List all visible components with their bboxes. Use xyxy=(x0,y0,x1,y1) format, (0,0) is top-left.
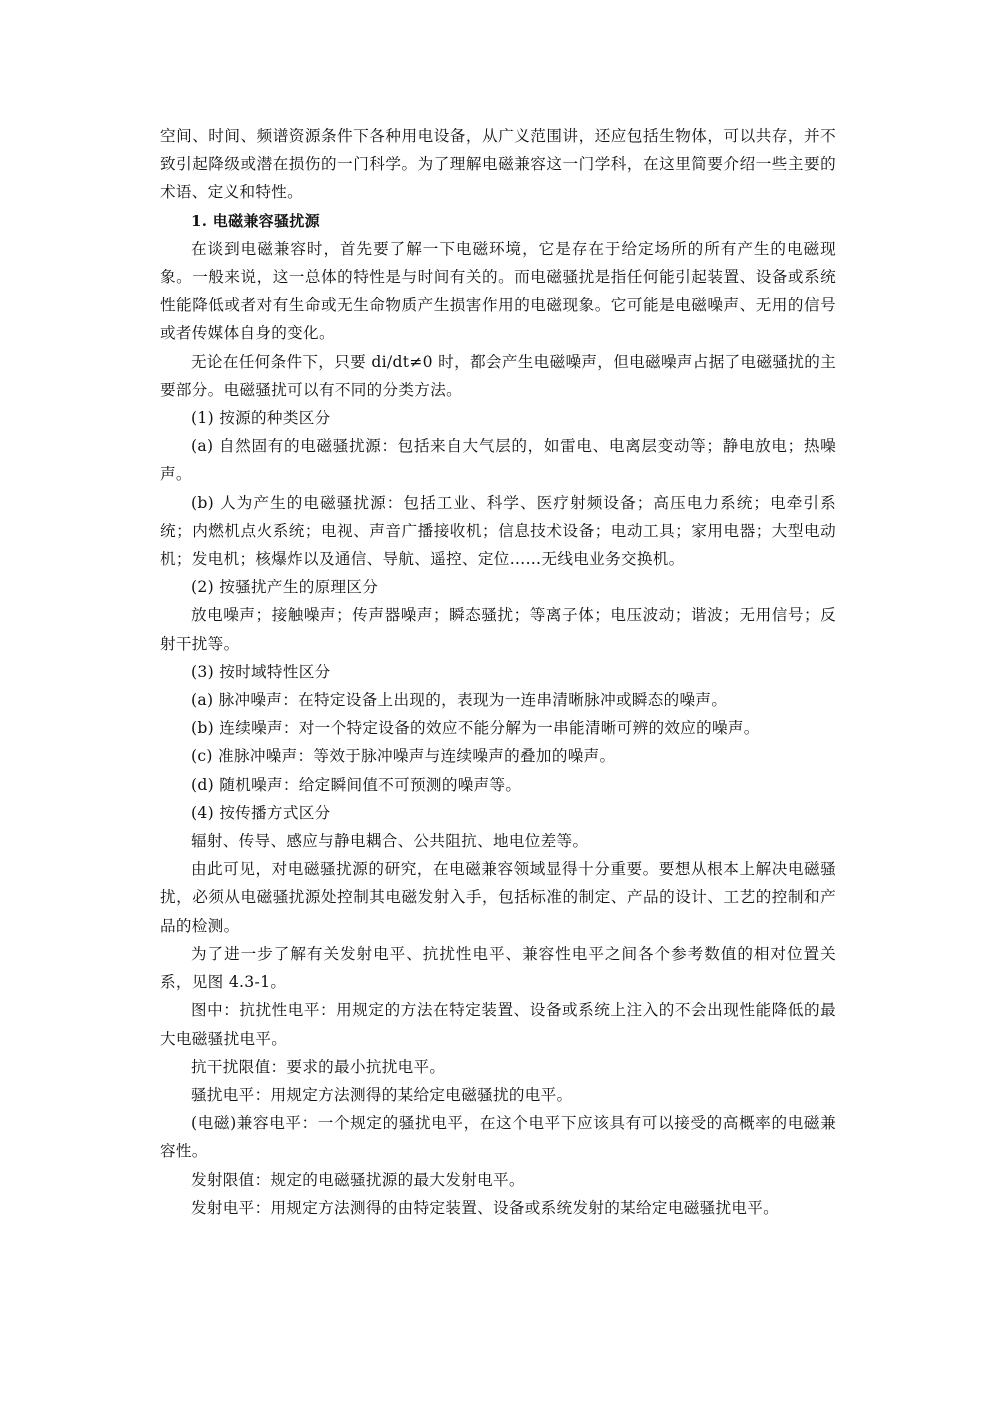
definition: (电磁)兼容电平：一个规定的骚扰电平，在这个电平下应该具有可以接受的高概率的电磁兼容性。 xyxy=(160,1114,836,1161)
list-item: (a) 自然固有的电磁骚扰源：包括来自大气层的，如雷电、电离层变动等；静电放电；热噪声。 xyxy=(160,437,836,484)
definition: 图中：抗扰性电平：用规定的方法在特定装置、设备或系统上注入的不会出现性能降低的最大电磁骚扰电平。 xyxy=(160,1001,836,1048)
definition: 抗干扰限值：要求的最小抗扰电平。 xyxy=(191,1057,446,1076)
list-item: (c) 准脉冲噪声：等效于脉冲噪声与连续噪声的叠加的噪声。 xyxy=(191,747,616,766)
list-item: (b) 人为产生的电磁骚扰源：包括工业、科学、医疗射频设备；高压电力系统；电牵引系统；内燃机点火系统；电视、声音广播接收机；信息技术设备；电动工具；家用电器；大型电动机；发电机；核爆炸以及通信、导航、遥控、定位……无线电业务交换机。 xyxy=(160,493,836,569)
definition: 发射限值：规定的电磁骚扰源的最大发射电平。 xyxy=(191,1170,525,1189)
list-item: (b) 连续噪声：对一个特定设备的效应不能分解为一串能清晰可辨的效应的噪声。 xyxy=(191,719,760,738)
paragraph: 放电噪声；接触噪声；传声器噪声；瞬态骚扰；等离子体；电压波动；谐波；无用信号；反射干扰等。 xyxy=(160,606,836,653)
paragraph-intro: 空间、时间、频谱资源条件下各种用电设备，从广义范围讲，还应包括生物体，可以共存，并不致引起降级或潜在损伤的一门科学。为了理解电磁兼容这一门学科，在这里简要介绍一些主要的术语、定义和特性。 xyxy=(160,127,836,202)
definition: 骚扰电平：用规定方法测得的某给定电磁骚扰的电平。 xyxy=(191,1085,573,1104)
section-heading: 1. 电磁兼容骚扰源 xyxy=(191,211,320,230)
subsection-heading: (1) 按源的种类区分 xyxy=(191,409,331,428)
definition: 发射电平：用规定方法测得的由特定装置、设备或系统发射的某给定电磁骚扰电平。 xyxy=(191,1198,780,1217)
document-page xyxy=(160,122,836,1222)
paragraph: 由此可见，对电磁骚扰源的研究，在电磁兼容领域显得十分重要。要想从根本上解决电磁骚扰，必须从电磁骚扰源处控制其电磁发射入手，包括标准的制定、产品的设计、工艺的控制和产品的检测。 xyxy=(160,860,836,935)
subsection-heading: (2) 按骚扰产生的原理区分 xyxy=(191,578,379,597)
list-item: (d) 随机噪声：给定瞬间值不可预测的噪声等。 xyxy=(191,775,522,794)
subsection-heading: (3) 按时域特性区分 xyxy=(191,662,331,681)
subsection-heading: (4) 按传播方式区分 xyxy=(191,803,331,822)
paragraph: 无论在任何条件下，只要 di/dt≠0 时，都会产生电磁噪声，但电磁噪声占据了电磁骚扰的主要部分。电磁骚扰可以有不同的分类方法。 xyxy=(160,352,836,399)
paragraph: 为了进一步了解有关发射电平、抗扰性电平、兼容性电平之间各个参考数值的相对位置关系，见图 4.3-1。 xyxy=(160,944,836,992)
paragraph: 辐射、传导、感应与静电耦合、公共阻抗、地电位差等。 xyxy=(191,832,589,851)
list-item: (a) 脉冲噪声：在特定设备上出现的，表现为一连串清晰脉冲或瞬态的噪声。 xyxy=(191,691,728,710)
paragraph: 在谈到电磁兼容时，首先要了解一下电磁环境，它是存在于给定场所的所有产生的电磁现象。一般来说，这一总体的特性是与时间有关的。而电磁骚扰是指任何能引起装置、设备或系统性能降低或者对有生命或无生命物质产生损害作用的电磁现象。它可能是电磁噪声、无用的信号或者传媒体自身的变化。 xyxy=(160,239,836,343)
